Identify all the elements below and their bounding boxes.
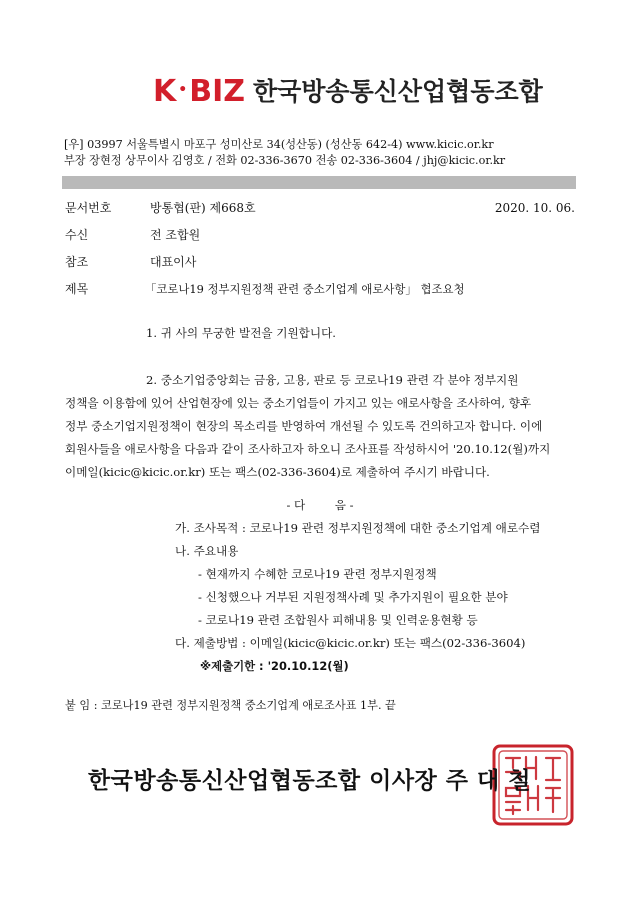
item-ga: 가. 조사목적 : 코로나19 관련 정부지원정책에 대한 중소기업계 애로수렴: [175, 521, 541, 535]
sub-item: - 코로나19 관련 조합원사 피해내용 및 인력운용현황 등: [198, 613, 478, 627]
org-name: 한국방송통신산업협동조합: [252, 77, 543, 106]
paragraph-2: [65, 369, 585, 484]
reference-label: 참조: [65, 255, 89, 269]
doc-number-label: 문서번호: [65, 201, 112, 215]
da-eum-heading: - 다 음 -: [286, 498, 354, 512]
contact-address: [우] 03997 서울특별시 마포구 성미산로 34(성산동) (성산동 642-4) www.kicic.or.kr: [64, 138, 494, 151]
p2-line: 이메일(kicic@kicic.or.kr) 또는 팩스(02-336-3604)로 제출하여 주시기 바랍니다.: [65, 465, 490, 479]
p2-line: 2. 중소기업중앙회는 금융, 고용, 판로 등 코로나19 관련 각 분야 정부지원: [146, 373, 519, 387]
logo-biz: BIZ: [189, 73, 245, 109]
letterhead-logo: [153, 72, 543, 112]
recipient-row: [65, 226, 575, 244]
doc-number-row: [65, 199, 575, 217]
logo-dot: •: [178, 82, 188, 99]
paragraph-1: 1. 귀 사의 무궁한 발전을 기원합니다.: [146, 326, 336, 340]
reference-row: [65, 253, 575, 271]
attachment-line: 붙 임 : 코로나19 관련 정부지원정책 중소기업계 애로조사표 1부. 끝: [65, 699, 396, 712]
signature-line: 한국방송통신산업협동조합 이사장 주 대 철: [88, 768, 531, 794]
subject-label: 제목: [65, 282, 89, 296]
contact-phone: 부장 장현정 상무이사 김영호 / 전화 02-336-3670 전송 02-336-3604 / jhj@kicic.or.kr: [64, 154, 506, 167]
sub-item: - 신청했으나 거부된 지원정책사례 및 추가지원이 필요한 분야: [198, 590, 508, 604]
item-da: 다. 제출방법 : 이메일(kicic@kicic.or.kr) 또는 팩스(02-336-3604): [175, 636, 526, 650]
p2-line: 정책을 이용함에 있어 산업현장에 있는 중소기업들이 가지고 있는 애로사항을 조사하여, 향후: [65, 396, 532, 410]
subject-row: [65, 280, 575, 298]
header-divider-bar: [62, 176, 576, 189]
sub-item: - 현재까지 수혜한 코로나19 관련 정부지원정책: [198, 567, 437, 581]
doc-number-value: 방통협(판) 제668호: [150, 201, 256, 215]
subject-value: 「코로나19 정부지원정책 관련 중소기업계 애로사항」 협조요청: [145, 282, 465, 296]
logo-k: K: [153, 73, 177, 109]
reference-value: 대표이사: [150, 255, 197, 269]
p2-line: 회원사들을 애로사항을 다음과 같이 조사하고자 하오니 조사표를 작성하시어 '20.10.12(월)까지: [65, 442, 551, 456]
deadline: ※제출기한 : '20.10.12(월): [200, 659, 349, 673]
recipient-value: 전 조합원: [150, 228, 201, 242]
recipient-label: 수신: [65, 228, 89, 242]
p2-line: 정부 중소기업지원정책이 현장의 목소리를 반영하여 개선될 수 있도록 건의하고자 합니다. 이에: [65, 419, 543, 433]
kbiz-logo: [153, 72, 245, 113]
doc-date: 2020. 10. 06.: [494, 201, 575, 215]
item-na: 나. 주요내용: [175, 544, 239, 558]
